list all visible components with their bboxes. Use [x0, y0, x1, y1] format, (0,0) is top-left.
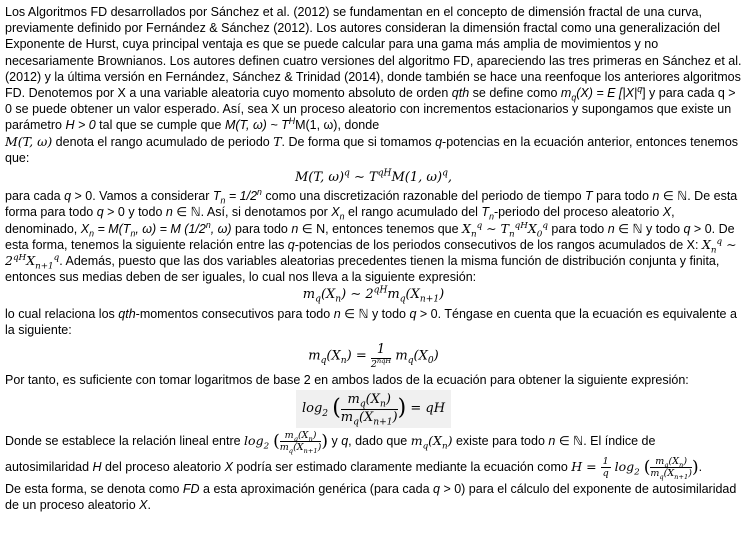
t-symbol: T — [273, 133, 282, 149]
mq-def: $m_q(X) = E$ [$|X|^q$ — [560, 83, 643, 103]
m-t-omega: M(T, ω) — [5, 133, 53, 149]
equation-3: $m_q(X_n)$ = $\frac{1}{2^{nqH}}$ $m_q(X_0)$ — [308, 342, 439, 371]
intro-text-b: se define como — [469, 86, 561, 101]
equation-1: M(T, ω)$^q$ ∼ $T^{qH}M(1$, ω)$^q$, — [294, 168, 453, 186]
paragraph-linear: Donde se establece la relación lineal entre $\log_2$ ( $\frac{m_q(X_n)}{m_q(X_{n+1})}$ ) y q, dado que $m_q(X_n)$ existe para todo n ∈ ℕ. El índice de — [5, 429, 656, 455]
intro-text-d: tal que se cumple que — [95, 118, 225, 133]
intro-text-h: . De forma que si tomamos — [281, 134, 436, 149]
equation-4: $\log_2$ ( $\frac{m_q(X_n)}{m_q(X_{n+1})}$ ) = qH — [5, 390, 742, 427]
document-body — [5, 4, 742, 513]
paragraph-intro — [5, 4, 742, 166]
qth-term: qth — [451, 86, 470, 101]
intro-text-g: denota el rango acumulado de periodo — [52, 134, 274, 149]
intro-text-i: -potencias en la ecuación anterior, entonces tenemos que: — [5, 134, 739, 165]
paragraph-discretization: para cada q > 0. Vamos a considerar $T_n = 1/2^n$ como una discretización razonable del periodo de tiempo T para todo n ∈ ℕ. De esta forma para todo q > 0 y todo n ∈ ℕ. Así, si denotamos por $X_n$ el rango acumulado del $T_n$-periodo del proceso aleatorio X, denominado, $X_n = M(T_n$, ω) = M (1/2$^n$, ω) para todo n ∈ N, entonces tenemos que $X_n^q$ ∼ $T_n^{qH}X_0^q$ para todo n ∈ ℕ y todo q > 0. De esta forma, tenemos la siguiente relación entre las q-potencias de los periodos consecutivos de los rangos acumulados de X: $X_n^q$ ∼ $2^{qH}X_{n+1}^q$. Además, puesto que las dos variables aleatorias precedentes tienen la misma función de distribución conjunta y finita, entonces sus medias deben de ser iguales, lo cual nos lleva a la siguiente expresión: — [5, 187, 738, 285]
q-symbol: q — [435, 134, 443, 149]
paragraph-conclusion: De esta forma, se denota como FD a esta aproximación genérica (para cada q > 0) para el cálculo del exponente de autosimilaridad de un proceso aleatorio X. — [5, 481, 737, 513]
equation-2: $m_q(X_n)$ ∼ $2^{qH}m_q(X_{n+1})$ — [302, 286, 445, 306]
intro-text-c: ] y para cada q > 0 se puede obtener un valor esperado. Así, sea X un proceso aleatorio con incrementos estacionarios y supongamos que existe un parámetro — [5, 86, 736, 133]
paragraph-moments: lo cual relaciona los qth-momentos consecutivos para todo n ∈ ℕ y todo q > 0. Téngase en cuenta que la ecuación es equivalente a la siguiente: — [5, 306, 737, 337]
intro-text: Los Algoritmos FD desarrollados por Sánchez et al. (2012) se fundamentan en el concepto de dimensión fractal de una curva, previamente definido por Fernández & Sánchez (2012). Los autores consideran la dimensión fractal como una generalización del Exponente de Hurst, cuya principal ventaja es que se puede calcular para una gama más amplia de movimientos y no necesariamente Brownianos. Los autores definen cuatro versiones del algoritmo FD, apareciendo las tres primeras en Sánchez et al. (2012) y la última versión en Fernández, Sánchez & Trinidad (2014), donde también se hace una reenfoque los anteriores algoritmos FD. Denotemos por X a una variable aleatoria cuyo momento absoluto de orden — [5, 5, 742, 101]
intro-text-e: M(1, ω), donde — [295, 118, 380, 133]
paragraph-selfsimilarity: autosimilaridad H del proceso aleatorio X podría ser estimado claramente mediante la ecuación como H = $\frac{1}{q}$ $\log_2$ ( $\frac{m_q(X_n)}{m_q(X_{n+1})}$ ). — [5, 455, 703, 481]
h-condition: H > 0 — [65, 118, 96, 133]
m-relation: M(T, ω) ~ $T^H$ — [224, 116, 296, 133]
paragraph-log: Por tanto, es suficiente con tomar logaritmos de base 2 en ambos lados de la ecuación para obtener la siguiente expresión: — [5, 373, 689, 388]
